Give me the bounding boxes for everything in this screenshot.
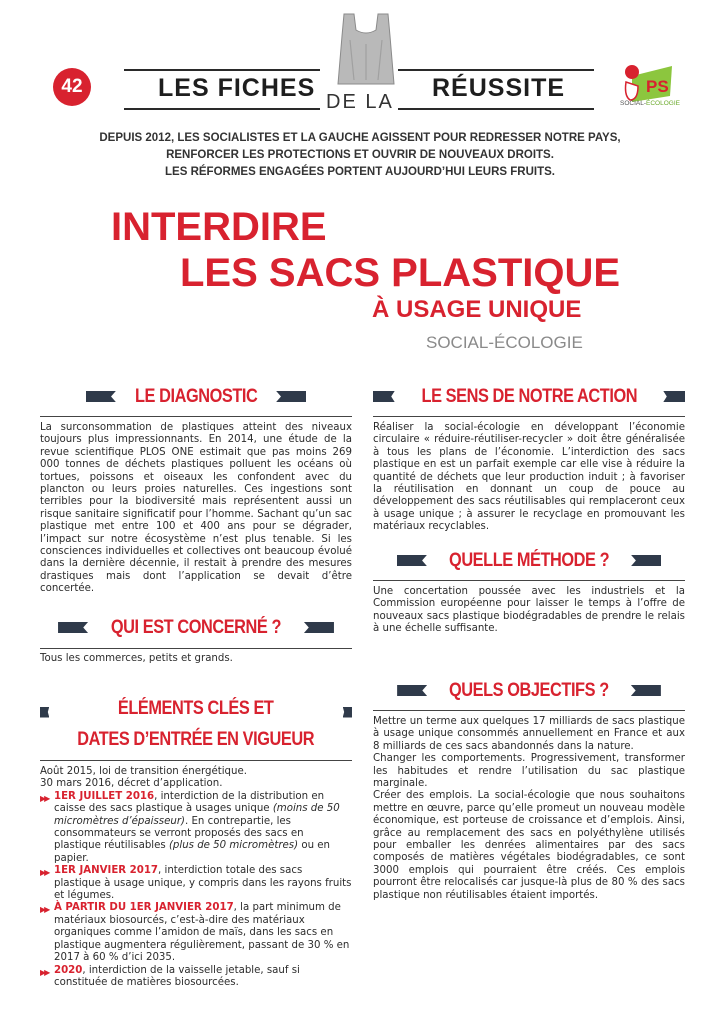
key-elements-intro-2: 30 mars 2016, décret d’application. (40, 778, 223, 790)
header-title-middle: DE LA (326, 91, 394, 113)
list-item-italic: (moins de 50 micromètres d’épaisseur) (54, 803, 340, 827)
key-elements-heading-line-2: DATES D’ENTRÉE EN VIGUEUR (77, 729, 315, 750)
list-item (40, 902, 352, 964)
ribbon-left-shape (58, 622, 88, 633)
double-arrow-icon: ▶▶ (40, 868, 49, 878)
divider (373, 580, 685, 581)
ribbon-left-shape (373, 391, 395, 402)
ribbon-right-shape (631, 685, 661, 696)
ribbon-right-shape (663, 391, 685, 402)
main-title-line-2: LES SACS PLASTIQUE (180, 251, 621, 295)
objectives-paragraph-3: Créer des emplois. La social-écologie que nous souhaitons mettre en œuvre, parce qu’elle promeut un nouveau modèle économique, est porteuse de croissance et d’emplois. Ainsi, grâce au remplacement des sacs en polyéthylène utilisés pour emballer les denrées alimentaires par des sacs composés de matières végétales biodégradables, ce sont 3000 emplois qui pourraient être créés. Ces emplois pourront être relocalisés car jusque-là plus de 80 % des sacs plastique non réutilisables étaient importés. (373, 790, 685, 901)
double-arrow-icon: ▶▶ (40, 793, 49, 803)
ribbon-left-shape (86, 391, 116, 402)
section-heading-method (373, 549, 685, 572)
diagnostic-heading: LE DIAGNOSTIC (134, 386, 258, 407)
list-item-date: 2020 (54, 964, 83, 976)
key-elements-list (40, 766, 352, 989)
divider (40, 648, 352, 649)
ribbon-right-shape (276, 391, 306, 402)
objectives-text (373, 716, 685, 902)
key-elements-heading (78, 697, 315, 751)
divider (40, 760, 352, 761)
divider (373, 710, 685, 711)
intro-paragraph (60, 130, 660, 181)
main-title-line-3: À USAGE UNIQUE (372, 296, 582, 323)
key-elements-intro-1: Août 2015, loi de transition énergétique. (40, 766, 247, 777)
key-elements-heading-line-1: ÉLÉMENTS CLÉS ET (118, 698, 274, 719)
double-arrow-icon: ▶▶ (40, 967, 49, 977)
list-item (40, 865, 352, 902)
issue-number-badge: 42 (53, 68, 91, 106)
header-rule-left-bottom (124, 108, 320, 110)
list-item (40, 791, 352, 865)
divider (373, 416, 685, 417)
double-arrow-icon: ▶▶ (40, 905, 49, 915)
ribbon-left-shape (397, 555, 427, 566)
header-title-left: LES FICHES (158, 74, 316, 102)
concerned-text: Tous les commerces, petits et grands. (40, 653, 233, 664)
ribbon-left-shape (40, 707, 49, 718)
action-text: Réaliser la social-écologie en développant l’économie circulaire « réduire-réutiliser-recycler » doit être généralisée à tous les plans de l’économie. L’interdiction des sacs plastique en est un parfait exemple car elle vise à réduire la quantité de déchets que leur production induit ; à favoriser la réutilisation en donnant un coup de pouce au développement des sacs réutilisables qui remplaceront ceux à usage unique ; à assurer le recyclage en promouvant les matériaux recyclables. (373, 422, 685, 533)
intro-line-1: DEPUIS 2012, LES SOCIALISTES ET LA GAUCHE AGISSENT POUR REDRESSER NOTRE PAYS, (99, 132, 621, 144)
logo-subtitle (620, 100, 680, 107)
list-item-italic: (plus de 50 micromètres) (168, 840, 299, 852)
list-item-date: 1ER JUILLET 2016 (54, 790, 155, 802)
header-rule-left-top (124, 69, 320, 71)
intro-line-2: RENFORCER LES PROTECTIONS ET OUVRIR DE NOUVEAUX DROITS. (166, 149, 554, 161)
header-rule-right-top (398, 69, 594, 71)
list-item-date: 1ER JANVIER 2017 (54, 865, 159, 877)
ribbon-left-shape (397, 685, 427, 696)
header-rule-right-bottom (398, 108, 594, 110)
plastic-bag-icon (336, 10, 396, 88)
ribbon-right-shape (631, 555, 661, 566)
intro-line-3: LES RÉFORMES ENGAGÉES PORTENT AUJOURD’HUI LEURS FRUITS. (165, 166, 555, 178)
objectives-heading: QUELS OBJECTIFS ? (449, 680, 609, 701)
diagnostic-text: La surconsommation de plastiques atteint des niveaux toujours plus impressionnants. En 2014, une étude de la revue scientifique PLOS ONE estimait que pas moins 269 000 tonnes de déchets plastiques polluent les océans où tortues, poissons et oiseaux les confondent avec du plancton ou leurs proies naturelles. Ces ingestions sont terribles pour la biodiversité mais représentent aussi un risque sanitaire significatif pour l’homme. Sachant qu’un sac plastique met entre 100 et 400 ans pour se dégrader, l’impact sur notre écosystème n’est plus tenable. Si les consciences individuelles et collectives ont beaucoup évolué dans la dernière décennie, il restait à prendre des mesures drastiques mais dont l’application se devait d’être concertée. (40, 422, 352, 595)
section-heading-concerned (40, 616, 352, 639)
ribbon-right-shape (304, 622, 334, 633)
list-item-text: , interdiction de la distribution en caisse des sacs plastique à usages unique (54, 790, 325, 815)
list-item-text: , interdiction de la vaisselle jetable, sauf si constituée de matières biosourcées. (54, 964, 300, 988)
section-heading-action (373, 385, 685, 408)
header-title-right: RÉUSSITE (432, 74, 566, 102)
logo-subtitle-a: SOCIAL- (620, 100, 647, 107)
objectives-paragraph-1: Mettre un terme aux quelques 17 milliards de sacs plastique à usage unique consommés annuellement en France et aux 8 milliards de ces sacs abandonnés dans la nature. (373, 716, 685, 752)
logo-text: PS (646, 77, 669, 96)
list-item-text: , interdiction totale des sacs plastique à usage unique, y compris dans les rayons fruits et légumes. (54, 865, 352, 902)
ribbon-right-shape (343, 707, 352, 718)
category-label: SOCIAL-ÉCOLOGIE (426, 333, 583, 352)
objectives-paragraph-2: Changer les comportements. Progressivement, transformer les habitudes et rendre l’utilisation du sac plastique marginale. (373, 753, 685, 790)
action-heading: LE SENS DE NOTRE ACTION (421, 386, 637, 407)
section-heading-objectives (373, 679, 685, 702)
list-item-text: , la part minimum de matériaux biosourcés, c’est-à-dire des matériaux organiques comme l’amidon de maïs, dans les sacs en plastique augmentera régulièrement, passant de 30 % en 2017 à 60 % d’ici 2035. (54, 902, 350, 964)
section-heading-diagnostic (40, 385, 352, 408)
main-title-line-1: INTERDIRE (111, 205, 327, 249)
method-heading: QUELLE MÉTHODE ? (448, 550, 610, 571)
logo-subtitle-b: ÉCOLOGIE (646, 100, 680, 107)
method-text: Une concertation poussée avec les industriels et la Commission européenne pour laisser le temps à l’offre de nouveaux sacs plastique biodégradables de prendre le relais à une échelle suffisante. (373, 586, 685, 635)
divider (40, 416, 352, 417)
concerned-heading: QUI EST CONCERNÉ ? (110, 617, 282, 638)
list-item-date: À PARTIR DU 1ER JANVIER 2017 (54, 902, 234, 914)
list-item-text: ou en papier. (54, 840, 330, 864)
list-item (40, 965, 352, 990)
list-item-text: . En contrepartie, les consommateurs se verront proposés des sacs en plastique réutilisables (54, 815, 304, 852)
section-heading-key-elements (40, 697, 352, 751)
